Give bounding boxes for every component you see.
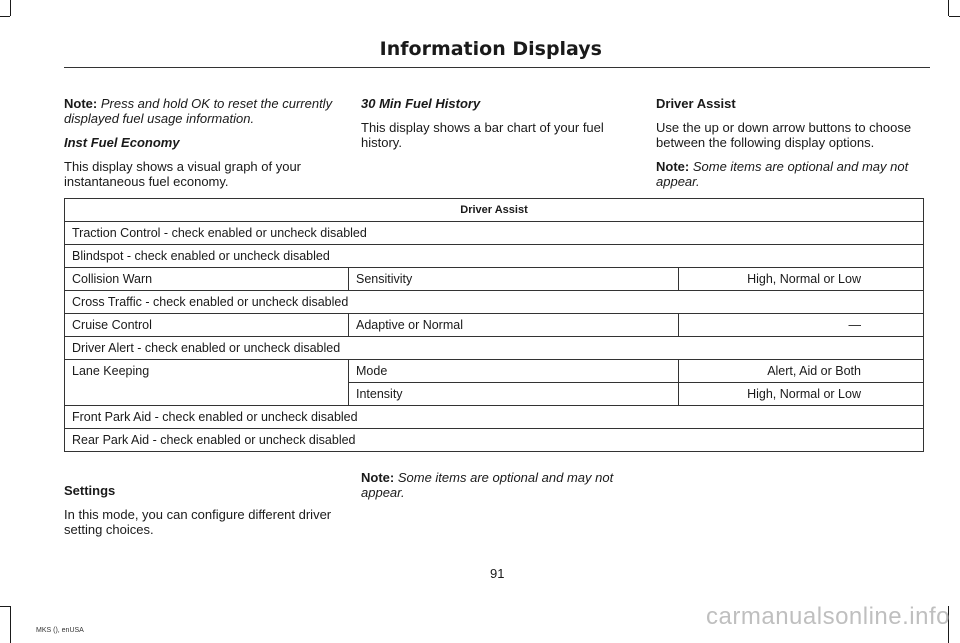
table-row — [65, 429, 924, 452]
crop-mark-top-right-h — [949, 16, 960, 17]
table-cell: Alert, Aid or Both — [679, 360, 924, 383]
table-row — [65, 406, 924, 429]
watermark: carmanualsonline.info — [706, 603, 950, 630]
settings-heading: Settings — [64, 483, 116, 498]
driver-assist-table — [64, 198, 924, 452]
table-row — [65, 222, 924, 245]
driver-assist-heading: Driver Assist — [656, 96, 736, 111]
note-label: Note: — [64, 96, 98, 111]
table-row — [65, 268, 924, 291]
driver-assist-note — [656, 159, 928, 189]
note-label: Note: — [656, 159, 690, 174]
footer-text: MKS (), enUSA — [36, 627, 84, 634]
table-cell: Driver Alert - check enabled or uncheck disabled — [65, 337, 924, 360]
table-cell: Adaptive or Normal — [349, 314, 679, 337]
crop-mark-top-left-h — [0, 16, 10, 17]
column-1 — [64, 96, 349, 189]
reset-note — [64, 96, 349, 126]
table-cell: High, Normal or Low — [679, 383, 924, 406]
driver-assist-body: Use the up or down arrow buttons to choose between the following display options. — [656, 120, 912, 150]
table-cell: Sensitivity — [349, 268, 679, 291]
inst-fuel-economy-body: This display shows a visual graph of your instantaneous fuel economy. — [64, 159, 302, 189]
fuel-history-heading: 30 Min Fuel History — [361, 96, 481, 111]
column-3 — [656, 96, 928, 189]
table-cell: Lane Keeping — [65, 360, 349, 406]
note-text: Some items are optional and may not appear. — [361, 470, 614, 500]
table-row — [65, 337, 924, 360]
page-number: 91 — [490, 566, 505, 581]
table-row — [65, 314, 924, 337]
table-cell: High, Normal or Low — [679, 268, 924, 291]
crop-mark-bottom-left-v — [10, 606, 11, 643]
table-cell: — — [679, 314, 924, 337]
fuel-history-body: This display shows a bar chart of your fuel history. — [361, 120, 604, 150]
table-cell: Mode — [349, 360, 679, 383]
table-cell: Cruise Control — [65, 314, 349, 337]
table-title: Driver Assist — [65, 199, 924, 222]
table-cell: Cross Traffic - check enabled or uncheck disabled — [65, 291, 924, 314]
table-cell: Intensity — [349, 383, 679, 406]
settings-body: In this mode, you can configure different driver setting choices. — [64, 507, 332, 537]
inst-fuel-economy-heading: Inst Fuel Economy — [64, 135, 180, 150]
page-header-title: Information Displays — [379, 38, 602, 60]
table-row — [65, 245, 924, 268]
settings-note — [361, 470, 636, 500]
table-cell: Collision Warn — [65, 268, 349, 291]
table-cell: Rear Park Aid - check enabled or uncheck disabled — [65, 429, 924, 452]
table-cell: Traction Control - check enabled or uncheck disabled — [65, 222, 924, 245]
table-cell: Front Park Aid - check enabled or uncheck disabled — [65, 406, 924, 429]
settings-section — [64, 483, 334, 537]
table-row — [65, 291, 924, 314]
crop-mark-bottom-left-h — [0, 606, 10, 607]
note-text: Some items are optional and may not appear. — [656, 159, 909, 189]
table-header-row — [65, 199, 924, 222]
table-row — [65, 360, 924, 383]
crop-mark-top-left-v — [10, 0, 11, 16]
note-label: Note: — [361, 470, 395, 485]
note-text: Press and hold OK to reset the currently displayed fuel usage information. — [64, 96, 333, 126]
column-2 — [361, 96, 626, 150]
table-cell: Blindspot - check enabled or uncheck disabled — [65, 245, 924, 268]
crop-mark-top-right-v — [948, 0, 949, 16]
header-divider — [64, 67, 930, 68]
